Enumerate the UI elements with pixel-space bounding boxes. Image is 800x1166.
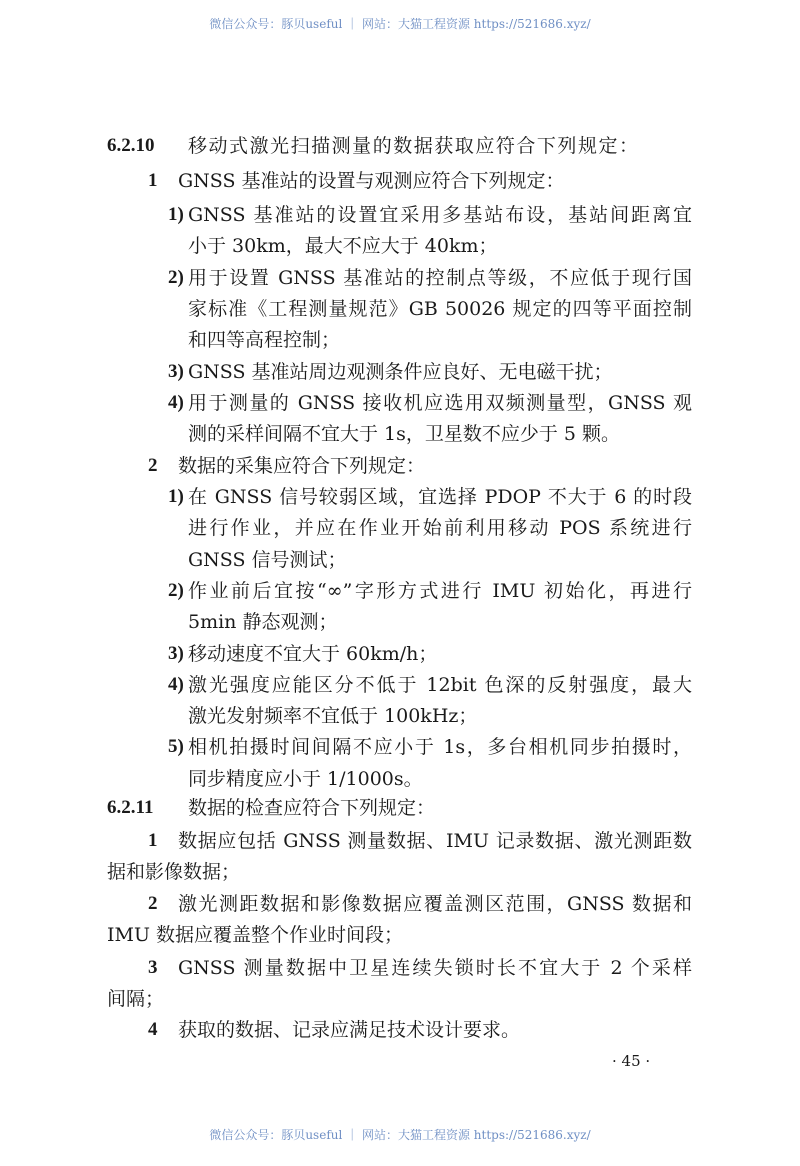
- item-text-continued: IMU 数据应覆盖整个作业时间段；: [107, 924, 404, 946]
- sub-item-text: 相机拍摄时间间隔不应小于 1s，多台相机同步拍摄时，: [188, 736, 692, 759]
- sub-item-text: GNSS 基准站的设置宜采用多基站布设，基站间距离宜: [188, 204, 692, 226]
- sub-item-number: 4): [168, 391, 184, 413]
- sub-item-text: 移动速度不宜大于 60km/h；: [188, 642, 438, 665]
- sub-item-number: 5): [168, 736, 184, 758]
- item-text: 数据应包括 GNSS 测量数据、IMU 记录数据、激光测距数: [178, 830, 692, 852]
- sub-item-text-continued: 同步精度应小于 1/1000s。: [188, 767, 423, 790]
- sub-item-text-continued: 小于 30km，最大不应大于 40km；: [188, 235, 498, 258]
- sub-item-number: 1): [168, 204, 184, 225]
- watermark-bottom: 微信公众号：豚贝useful ｜ 网站：大猫工程资源 https://521686.xyz/: [209, 1128, 591, 1142]
- sub-item-text-continued: 进行作业，并应在作业开始前利用移动 POS 系统进行: [188, 517, 692, 540]
- item-text: GNSS 测量数据中卫星连续失锁时长不宜大于 2 个采样: [178, 957, 692, 979]
- item-number: 2: [148, 893, 158, 914]
- sub-item-text: 激光强度应能区分不低于 12bit 色深的反射强度，最大: [188, 673, 692, 696]
- item-text: 获取的数据、记录应满足技术设计要求。: [178, 1019, 521, 1041]
- sub-item-text: 在 GNSS 信号较弱区域，宜选择 PDOP 不大于 6 的时段: [188, 486, 692, 508]
- clause-title: 数据的检查应符合下列规定：: [188, 797, 436, 819]
- sub-item-text-continued: 和四等高程控制；: [188, 329, 341, 352]
- sub-item-text-continued: GNSS 信号测试；: [188, 548, 347, 571]
- page-number: · 45 ·: [612, 1052, 651, 1070]
- sub-item-number: 2): [168, 579, 184, 601]
- item-number: 2: [148, 455, 158, 476]
- clause-title: 移动式激光扫描测量的数据获取应符合下列规定：: [188, 135, 638, 157]
- item-text-continued: 间隔；: [107, 988, 165, 1010]
- sub-item-text: 用于设置 GNSS 基准站的控制点等级，不应低于现行国: [188, 266, 692, 289]
- sub-item-text-continued: 5min 静态观测；: [188, 611, 338, 634]
- sub-item-text-continued: 激光发射频率不宜低于 100kHz；: [188, 705, 478, 728]
- sub-item-text: 作业前后宜按“∞”字形方式进行 IMU 初始化，再进行: [188, 579, 692, 602]
- sub-item-number: 1): [168, 486, 184, 507]
- item-text: 激光测距数据和影像数据应覆盖测区范围，GNSS 数据和: [178, 893, 692, 915]
- sub-item-text-continued: 测的采样间隔不宜大于 1s，卫星数不应少于 5 颗。: [188, 423, 621, 446]
- item-number: 1: [148, 170, 158, 191]
- sub-item-number: 3): [168, 642, 184, 664]
- item-number: 4: [148, 1019, 158, 1040]
- sub-item-number: 4): [168, 673, 184, 695]
- sub-item-text: 用于测量的 GNSS 接收机应选用双频测量型，GNSS 观: [188, 391, 692, 414]
- sub-item-text: GNSS 基准站周边观测条件应良好、无电磁干扰；: [188, 360, 613, 383]
- item-text: 数据的采集应符合下列规定：: [178, 455, 426, 477]
- item-text: GNSS 基准站的设置与观测应符合下列规定：: [178, 170, 565, 192]
- clause-number: 6.2.11: [107, 797, 154, 818]
- watermark-top: 微信公众号：豚贝useful ｜ 网站：大猫工程资源 https://521686.xyz/: [209, 17, 591, 31]
- item-number: 1: [148, 830, 158, 851]
- item-number: 3: [148, 957, 158, 978]
- item-text-continued: 据和影像数据；: [107, 861, 241, 883]
- sub-item-text-continued: 家标准《工程测量规范》GB 50026 规定的四等平面控制: [188, 297, 692, 320]
- clause-number: 6.2.10: [107, 135, 155, 156]
- sub-item-number: 2): [168, 266, 184, 288]
- sub-item-number: 3): [168, 360, 184, 382]
